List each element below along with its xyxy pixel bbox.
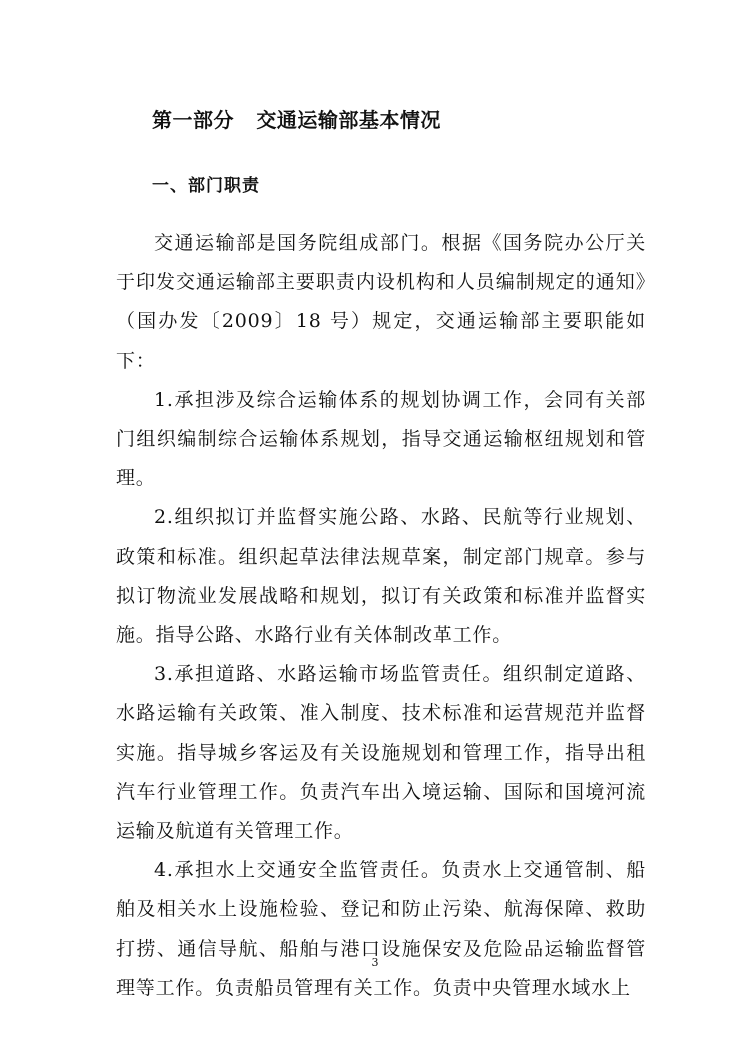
page-number: 3 [371,956,379,969]
duty-item-2: 2.组织拟订并监督实施公路、水路、民航等行业规划、政策和标准。组织起草法律法规草案，制定部门规章。参与拟订物流业发展战略和规划，拟订有关政策和标准并监督实施。指导公路、水路行业有关体制改革工作。 [116,506,646,647]
duty-item-1: 1.承担涉及综合运输体系的规划协调工作，会同有关部门组织编制综合运输体系规划，指导交通运输枢纽规划和管理。 [116,388,646,490]
part-title: 第一部分 交通运输部基本情况 [152,108,441,132]
duty-item-4: 4.承担水上交通安全监管责任。负责水上交通管制、船舶及相关水上设施检验、登记和防止污染、航海保障、救助打捞、通信导航、船舶与港口设施保安及危险品运输监督管理等工作。负责船员管理有关工作。负责中央管理水域水上 [116,859,646,999]
document-body [116,224,646,1008]
duty-item-3: 3.承担道路、水路运输市场监管责任。组织制定道路、水路运输有关政策、准入制度、技术标准和运营规范并监督实施。指导城乡客运及有关设施规划和管理工作，指导出租汽车行业管理工作。负责汽车出入境运输、国际和国境河流运输及航道有关管理工作。 [116,663,646,843]
intro-paragraph: 交通运输部是国务院组成部门。根据《国务院办公厅关于印发交通运输部主要职责内设机构和人员编制规定的通知》（国办发〔2009〕18 号）规定，交通运输部主要职能如下： [116,232,646,372]
section-title: 一、部门职责 [152,176,260,196]
